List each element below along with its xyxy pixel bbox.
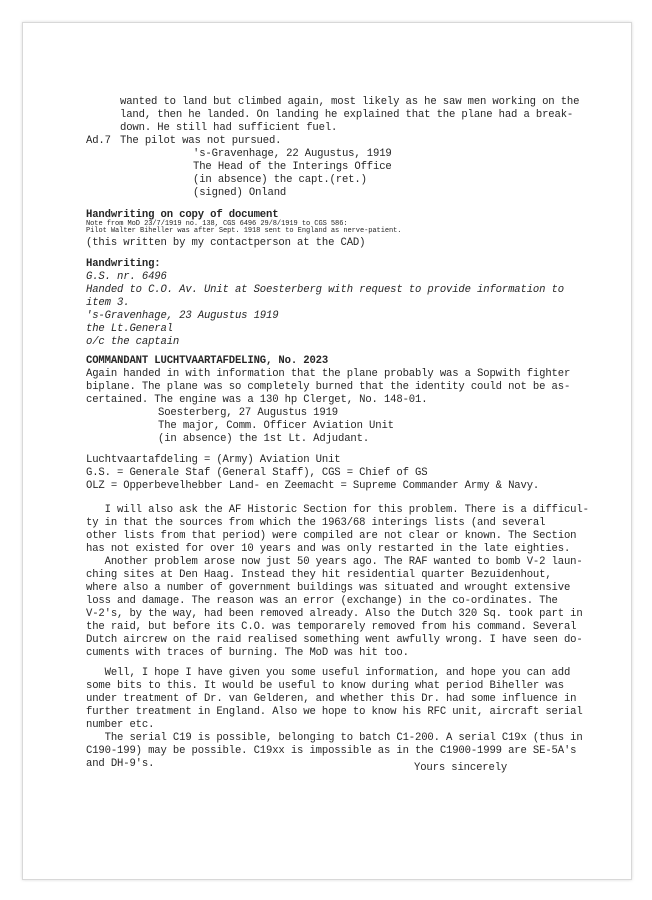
para1-line-12: cuments with traces of burning. The MoD was hit too. bbox=[86, 647, 409, 659]
para2-line-6: The serial C19 is possible, belonging to batch C1-200. A serial C19x (thus in bbox=[86, 732, 583, 744]
commandant-line-2: biplane. The plane was so completely burned that the identity could not be as- bbox=[86, 381, 571, 393]
para2-line-5: number etc. bbox=[86, 719, 155, 731]
closing-salutation: Yours sincerely bbox=[414, 762, 508, 774]
sig1-line-2: The Head of the Interings Office bbox=[193, 161, 392, 173]
para2-line-4: further treatment in England. Also we hope to know his RFC unit, aircraft serial bbox=[86, 706, 583, 718]
intro-line-3: down. He still had sufficient fuel. bbox=[120, 122, 338, 134]
para1-line-1: I will also ask the AF Historic Section for this problem. There is a difficul- bbox=[86, 504, 589, 516]
para1-line-3: other lists from that period) were compiled are not clear or known. The Section bbox=[86, 530, 577, 542]
handwriting-line-4: 's-Gravenhage, 23 Augustus 1919 bbox=[86, 310, 279, 322]
para1-line-2: ty in that the sources from which the 1963/68 interings lists (and several bbox=[86, 517, 546, 529]
glossary-line-3: OLZ = Opperbevelhebber Land- en Zeemacht = Supreme Commander Army & Navy. bbox=[86, 480, 540, 492]
handwriting-copy-note-1: Note from MoD 23/7/1919 no. 138, CGS 6496 29/8/1919 to CGS 586: bbox=[86, 220, 348, 228]
handwriting-line-6: o/c the captain bbox=[86, 336, 180, 348]
para1-line-8: loss and damage. The reason was an error (exchange) in the co-ordinates. The bbox=[86, 595, 558, 607]
commandant-line-6: (in absence) the 1st Lt. Adjudant. bbox=[158, 433, 370, 445]
handwriting-copy-note-3: (this written by my contactperson at the CAD) bbox=[86, 237, 366, 249]
para2-line-7: C190-199) may be possible. C19xx is impossible as in the C1900-1999 are SE-5A's bbox=[86, 745, 577, 757]
para1-line-6: ching sites at Den Haag. Instead they hit residential quarter Bezuidenhout, bbox=[86, 569, 552, 581]
sig1-place-date: 's-Gravenhage, 22 Augustus, 1919 bbox=[193, 148, 392, 160]
sig1-line-4: (signed) Onland bbox=[193, 187, 287, 199]
handwriting-heading: Handwriting: bbox=[86, 258, 161, 270]
para2-line-3: under treatment of Dr. van Gelderen, and whether this Dr. had some influence in bbox=[86, 693, 577, 705]
handwriting-copy-heading: Handwriting on copy of document bbox=[86, 209, 279, 221]
para1-line-5: Another problem arose now just 50 years ago. The RAF wanted to bomb V-2 laun- bbox=[86, 556, 583, 568]
commandant-line-4: Soesterberg, 27 Augustus 1919 bbox=[158, 407, 339, 419]
ad7-text: The pilot was not pursued. bbox=[120, 135, 282, 147]
handwriting-line-3: item 3. bbox=[86, 297, 130, 309]
intro-line-2: land, then he landed. On landing he explained that the plane had a break- bbox=[120, 109, 574, 121]
glossary-line-2: G.S. = Generale Staf (General Staff), CGS = Chief of GS bbox=[86, 467, 428, 479]
para1-line-7: where also a number of government buildings was situated and wrought extensive bbox=[86, 582, 571, 594]
handwriting-line-5: the Lt.General bbox=[86, 323, 173, 335]
para1-line-11: Dutch aircrew on the raid realised something went awfully wrong. I have seen do- bbox=[86, 634, 583, 646]
commandant-line-3: certained. The engine was a 130 hp Clerget, No. 148-01. bbox=[86, 394, 428, 406]
ad7-label: Ad.7 bbox=[86, 135, 111, 147]
para1-line-10: the raid, but before its C.O. was temporarely removed from his command. Several bbox=[86, 621, 577, 633]
commandant-heading: COMMANDANT LUCHTVAARTAFDELING, No. 2023 bbox=[86, 355, 329, 367]
commandant-line-1: Again handed in with information that the plane probably was a Sopwith fighter bbox=[86, 368, 571, 380]
handwriting-copy-note-2: Pilot Walter Biheller was after Sept. 1918 sent to England as nerve-patient. bbox=[86, 227, 402, 235]
sig1-line-3: (in absence) the capt.(ret.) bbox=[193, 174, 367, 186]
para2-line-2: some bits to this. It would be useful to know during what period Biheller was bbox=[86, 680, 564, 692]
para1-line-9: V-2's, by the way, had been removed already. Also the Dutch 320 Sq. took part in bbox=[86, 608, 583, 620]
glossary-line-1: Luchtvaartafdeling = (Army) Aviation Unit bbox=[86, 454, 341, 466]
handwriting-line-2: Handed to C.O. Av. Unit at Soesterberg with request to provide information to bbox=[86, 284, 564, 296]
para2-line-8: and DH-9's. bbox=[86, 758, 155, 770]
commandant-line-5: The major, Comm. Officer Aviation Unit bbox=[158, 420, 394, 432]
handwriting-line-1: G.S. nr. 6496 bbox=[86, 271, 167, 283]
para2-line-1: Well, I hope I have given you some useful information, and hope you can add bbox=[86, 667, 571, 679]
para1-line-4: has not existed for over 10 years and was only restarted in the late eighties. bbox=[86, 543, 571, 555]
intro-line-1: wanted to land but climbed again, most likely as he saw men working on the bbox=[120, 96, 580, 108]
